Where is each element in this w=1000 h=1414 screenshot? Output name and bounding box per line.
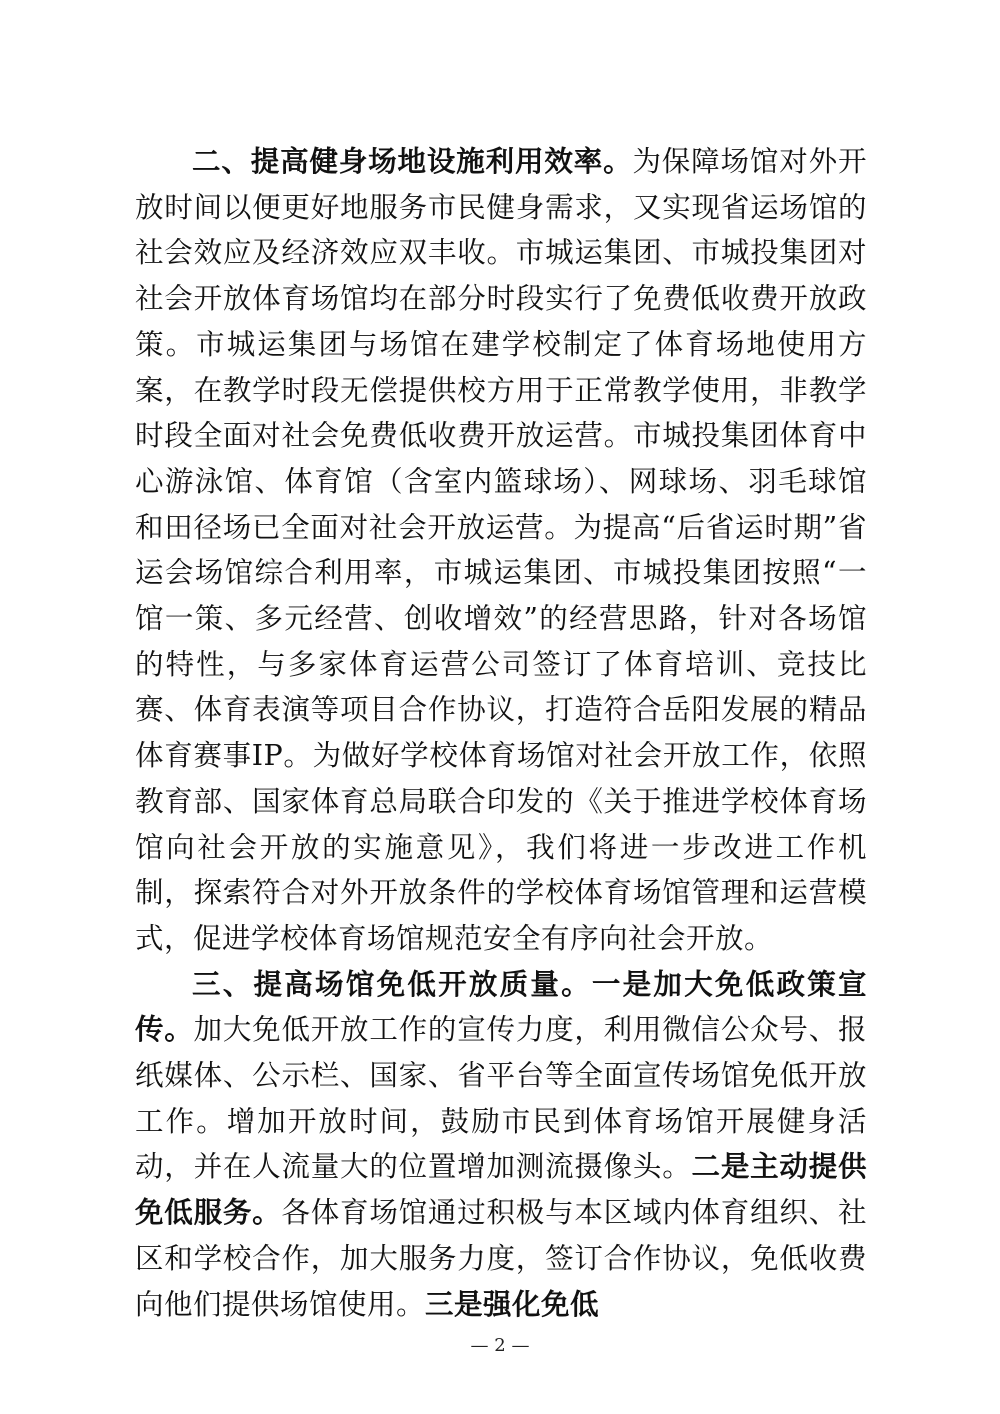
subheading-3-3: 三是强化免低 xyxy=(425,1286,600,1321)
section-heading-2: 二、提高健身场地设施利用效率。 xyxy=(192,144,633,178)
paragraph-3 xyxy=(135,962,867,1328)
subheading-3-1: 一是加大免低政策宣传。 xyxy=(135,966,867,1047)
body-text xyxy=(135,139,867,1327)
subtext-3-1: 加大免低开放工作的宣传力度，利用微信公众号、报纸媒体、公示栏、国家、省平台等全面宣传场馆免低开放工作。增加开放时间，鼓励市民到体育场馆开展健身活动，并在人流量大的位置增加测流摄像头。 xyxy=(135,1013,867,1184)
subheading-3-2: 二是主动提供免低服务。 xyxy=(135,1149,867,1230)
page-number: — 2 — xyxy=(470,1335,530,1356)
paragraph-2-text: 为保障场馆对外开放时间以便更好地服务市民健身需求，又实现省运场馆的社会效应及经济效应双丰收。市城运集团、市城投集团对社会开放体育场馆均在部分时段实行了免费低收费开放政策。市城运集团与场馆在建学校制定了体育场地使用方案，在教学时段无偿提供校方用于正常教学使用，非教学时段全面对社会免费低收费开放运营。市城投集团体育中心游泳馆、体育馆（含室内篮球场）、网球场、羽毛球馆和田径场已全面对社会开放运营。为提高“后省运时期”省运会场馆综合利用率，市城运集团、市城投集团按照“一馆一策、多元经营、创收增效”的经营思路，针对各场馆的特性，与多家体育运营公司签订了体育培训、竞技比赛、体育表演等项目合作协议，打造符合岳阳发展的精品体育赛事IP。为做好学校体育场馆对社会开放工作，依照教育部、国家体育总局联合印发的《关于推进学校体育场馆向社会开放的实施意见》，我们将进一步改进工作机制，探索符合对外开放条件的学校体育场馆管理和运营模式，促进学校体育场馆规范安全有序向社会开放。 xyxy=(135,145,867,955)
paragraph-2 xyxy=(135,139,867,962)
subtext-3-2: 各体育场馆通过积极与本区域内体育组织、社区和学校合作，加大服务力度，签订合作协议，免低收费向他们提供场馆使用。 xyxy=(135,1196,867,1321)
section-heading-3: 三、提高场馆免低开放质量。 xyxy=(192,966,592,1001)
